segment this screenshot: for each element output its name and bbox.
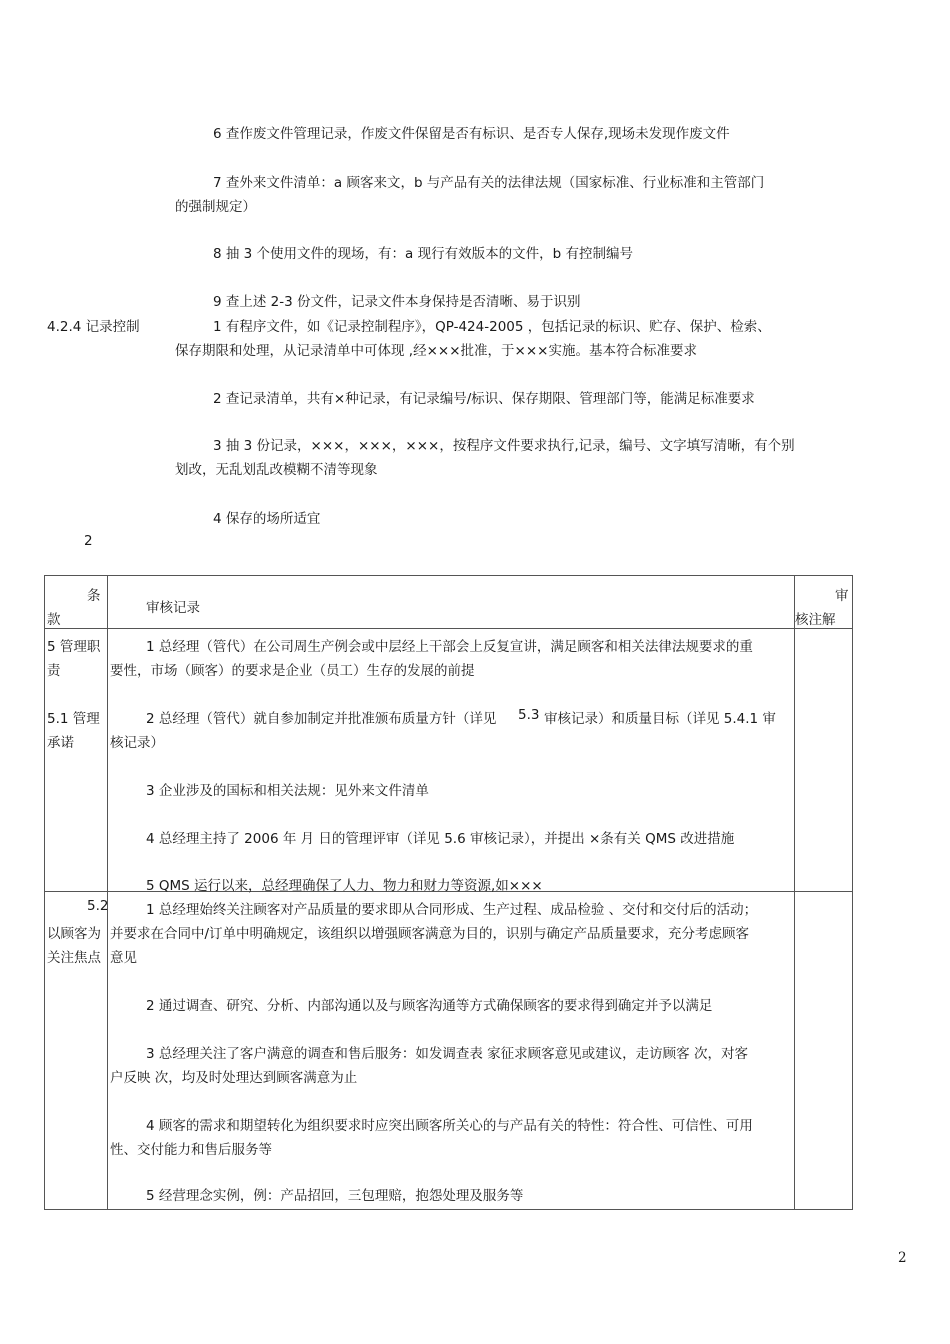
row1-record — [108, 629, 795, 892]
row1-clause-b: 责 — [47, 663, 61, 679]
table-row — [45, 892, 853, 1210]
row1-line1: 1 总经理（管代）在公司周生产例会或中层经上干部会上反复宣讲，满足顾客和相关法律法规要求的重 — [146, 639, 753, 655]
header-clause-line2: 款 — [47, 612, 61, 628]
row1-clause — [45, 629, 108, 892]
page-marker: 2 — [84, 533, 93, 549]
row2-notes — [795, 892, 853, 1210]
para-9: 9 查上述 2-3 份文件，记录文件本身保持是否清晰、易于识别 — [213, 294, 581, 310]
row1-clause-c: 5.1 管理 — [47, 711, 100, 727]
row1-line4: 核记录） — [110, 735, 164, 751]
row1-line7: 5 QMS 运行以来，总经理确保了人力、物力和财力等资源,如××× — [146, 878, 543, 894]
clause-424-label: 4.2.4 记录控制 — [47, 319, 140, 335]
header-clause — [45, 576, 108, 629]
clause-424-p1: 1 有程序文件，如《记录控制程序》，QP-424-2005 ，包括记录的标识、贮存、保护、检索、 — [213, 319, 771, 335]
para-7-cont: 的强制规定） — [175, 199, 256, 215]
footer-page-number: 2 — [898, 1250, 907, 1266]
row1-line2: 要性，市场（顾客）的要求是企业（员工）生存的发展的前提 — [110, 663, 475, 679]
clause-424-p1-cont: 保存期限和处理，从记录清单中可体现 ,经×××批准，于×××实施。基本符合标准要求 — [175, 343, 697, 359]
header-audit-record — [108, 576, 795, 629]
row2-line8: 性、交付能力和售后服务等 — [110, 1142, 272, 1158]
row1-line3: 2 总经理（管代）就自参加制定并批准颁布质量方针（详见 — [146, 711, 497, 727]
row2-line6: 户反映 次，均及时处理达到顾客满意为止 — [110, 1070, 358, 1086]
row2-line1: 1 总经理始终关注顾客对产品质量的要求即从合同形成、生产过程、成品检验 、交付和交付后的活动； — [146, 902, 758, 918]
header-notes-line1: 审 — [835, 588, 849, 604]
row2-clause-c: 关注焦点 — [47, 950, 101, 966]
header-notes-line2: 核注解 — [795, 612, 836, 628]
row1-clause-d: 承诺 — [47, 735, 74, 751]
row1-line3-tail: 审核记录）和质量目标（详见 5.4.1 审 — [544, 711, 776, 727]
row1-line6: 4 总经理主持了 2006 年 月 日的管理评审（详见 5.6 审核记录），并提出 ×条有关 QMS 改进措施 — [146, 831, 735, 847]
row2-line5: 3 总经理关注了客户满意的调查和售后服务：如发调查表 家征求顾客意见或建议，走访顾客 次，对客 — [146, 1046, 748, 1062]
row2-clause-a: 5.2 — [87, 898, 109, 914]
row2-record — [108, 892, 795, 1210]
para-7: 7 查外来文件清单：a 顾客来文，b 与产品有关的法律法规（国家标准、行业标准和主管部门 — [213, 175, 765, 191]
clause-424-p3: 3 抽 3 份记录，×××，×××，×××，按程序文件要求执行,记录，编号、文字填写清晰，有个别 — [213, 438, 795, 454]
row2-line9: 5 经营理念实例，例：产品招回，三包理赔，抱怨处理及服务等 — [146, 1188, 524, 1204]
para-8: 8 抽 3 个使用文件的现场，有：a 现行有效版本的文件，b 有控制编号 — [213, 246, 633, 262]
row2-clause — [45, 892, 108, 1210]
clause-424-p4: 4 保存的场所适宜 — [213, 511, 321, 527]
row1-line3-ref: 5.3 — [518, 707, 540, 723]
table-row — [45, 629, 853, 892]
header-clause-line1: 条 — [87, 588, 101, 604]
clause-424-p2: 2 查记录清单，共有×种记录，有记录编号/标识、保存期限、管理部门等，能满足标准要求 — [213, 391, 755, 407]
row1-clause-a: 5 管理职 — [47, 639, 101, 655]
row1-line5: 3 企业涉及的国标和相关法规：见外来文件清单 — [146, 783, 429, 799]
header-audit-record-label: 审核记录 — [146, 600, 200, 616]
row2-line2: 并要求在合同中/订单中明确规定，该组织以增强顾客满意为目的，识别与确定产品质量要求，充分考虑顾客 — [110, 926, 750, 942]
row2-line3: 意见 — [110, 950, 137, 966]
clause-424-p3-cont: 划改，无乱划乱改模糊不清等现象 — [175, 462, 378, 478]
row2-line4: 2 通过调查、研究、分析、内部沟通以及与顾客沟通等方式确保顾客的要求得到确定并予以满足 — [146, 998, 713, 1014]
para-6: 6 查作废文件管理记录，作废文件保留是否有标识、是否专人保存,现场未发现作废文件 — [213, 126, 730, 142]
row2-clause-b: 以顾客为 — [47, 926, 101, 942]
header-notes — [795, 576, 853, 629]
table-header-row — [45, 576, 853, 629]
audit-table — [44, 575, 853, 1210]
row1-notes — [795, 629, 853, 892]
row2-line7: 4 顾客的需求和期望转化为组织要求时应突出顾客所关心的与产品有关的特性：符合性、可信性、可用 — [146, 1118, 753, 1134]
